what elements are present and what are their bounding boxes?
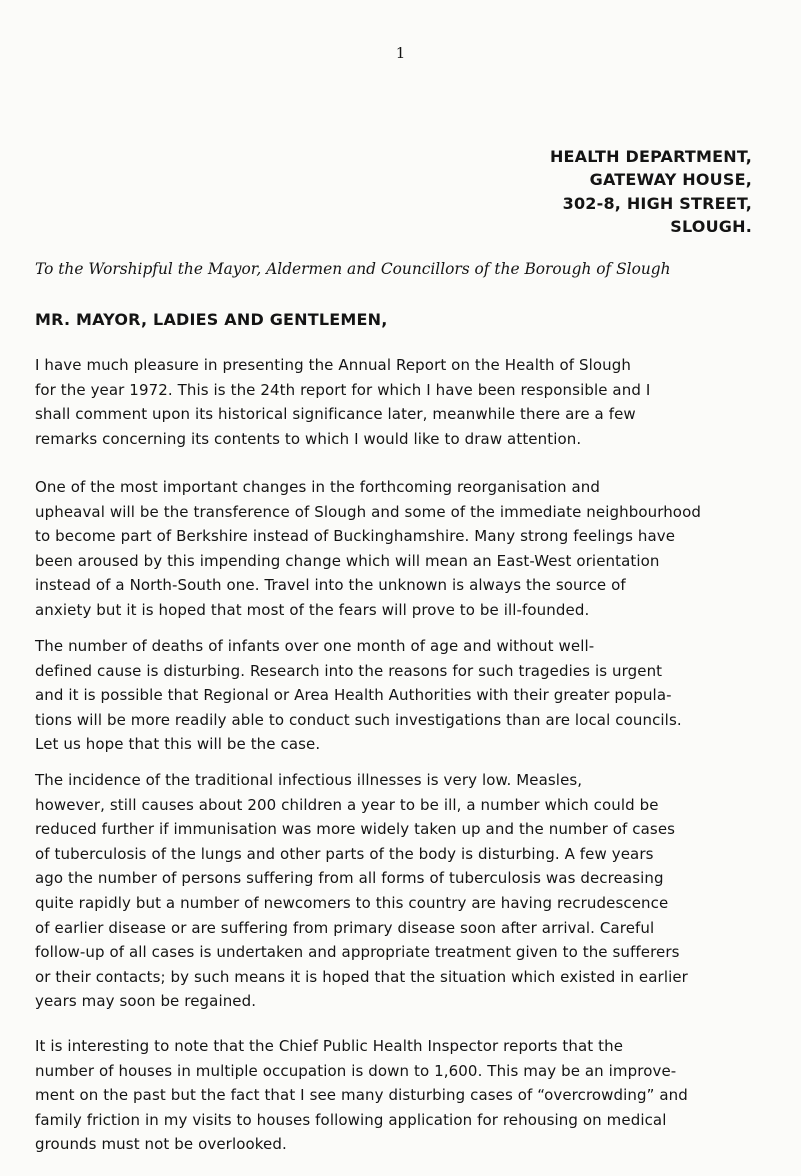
text-line: It is interesting to note that the Chief Public Health Inspector reports that the bbox=[35, 1037, 624, 1055]
text-line: Let us hope that this will be the case. bbox=[35, 735, 321, 754]
text-line: anxiety but it is hoped that most of the fears will prove to be ill-founded. bbox=[35, 600, 590, 619]
paragraph bbox=[35, 634, 785, 757]
address-line: GATEWAY HOUSE, bbox=[589, 170, 752, 190]
text-line: years may soon be regained. bbox=[35, 992, 257, 1011]
text-line: defined cause is disturbing. Research into the reasons for such tragedies is urgent bbox=[35, 661, 663, 680]
text-line: for the year 1972. This is the 24th report for which I have been responsible and I bbox=[35, 380, 651, 399]
salutation: MR. MAYOR, LADIES AND GENTLEMEN, bbox=[35, 310, 388, 329]
text-line: to become part of Berkshire instead of Buckinghamshire. Many strong feelings have bbox=[35, 527, 676, 546]
paragraph bbox=[35, 353, 785, 451]
text-line: of earlier disease or are suffering from primary disease soon after arrival. Careful bbox=[35, 918, 655, 937]
text-line: quite rapidly but a number of newcomers to this country are having recrudescence bbox=[35, 893, 669, 912]
text-line: ago the number of persons suffering from all forms of tuberculosis was decreasing bbox=[35, 869, 664, 888]
text-line: shall comment upon its historical significance later, meanwhile there are a few bbox=[35, 405, 636, 424]
text-line: ment on the past but the fact that I see many disturbing cases of “overcrowding” and bbox=[35, 1086, 688, 1105]
text-line: of tuberculosis of the lungs and other parts of the body is disturbing. A few years bbox=[35, 844, 654, 863]
text-line: follow-up of all cases is undertaken and appropriate treatment given to the sufferers bbox=[35, 943, 680, 962]
text-line: number of houses in multiple occupation is down to 1,600. This may be an improve- bbox=[35, 1061, 677, 1080]
text-line: family friction in my visits to houses following application for rehousing on medical bbox=[35, 1110, 667, 1129]
page-number: 1 bbox=[395, 44, 406, 62]
text-line: I have much pleasure in presenting the Annual Report on the Health of Slough bbox=[35, 356, 631, 374]
text-line: upheaval will be the transference of Slough and some of the immediate neighbourhood bbox=[35, 502, 701, 521]
text-line: tions will be more readily able to conduct such investigations than are local councils. bbox=[35, 710, 682, 729]
text-line: instead of a North-South one. Travel into the unknown is always the source of bbox=[35, 576, 626, 595]
text-line: The number of deaths of infants over one month of age and without well- bbox=[35, 637, 595, 655]
text-line: and it is possible that Regional or Area Health Authorities with their greater popula- bbox=[35, 686, 672, 705]
address-line: HEALTH DEPARTMENT, bbox=[549, 147, 752, 166]
text-line: reduced further if immunisation was more widely taken up and the number of cases bbox=[35, 820, 676, 839]
dedication: To the Worshipful the Mayor, Aldermen and Councillors of the Borough of Slough bbox=[35, 260, 671, 278]
paragraph bbox=[35, 768, 785, 1014]
address-line: SLOUGH. bbox=[670, 216, 752, 236]
paragraph bbox=[35, 1034, 785, 1157]
paragraph bbox=[35, 475, 785, 623]
text-line: The incidence of the traditional infectious illnesses is very low. Measles, bbox=[35, 771, 583, 789]
address-block bbox=[550, 145, 752, 238]
address-line: 302-8, HIGH STREET, bbox=[562, 193, 752, 213]
text-line: however, still causes about 200 children a year to be ill, a number which could be bbox=[35, 795, 659, 814]
text-line: remarks concerning its contents to which I would like to draw attention. bbox=[35, 429, 582, 448]
text-line: or their contacts; by such means it is hoped that the situation which existed in earlier bbox=[35, 967, 688, 986]
text-line: been aroused by this impending change which will mean an East-West orientation bbox=[35, 551, 660, 570]
text-line: grounds must not be overlooked. bbox=[35, 1135, 287, 1154]
text-line: One of the most important changes in the forthcoming reorganisation and bbox=[35, 478, 601, 496]
